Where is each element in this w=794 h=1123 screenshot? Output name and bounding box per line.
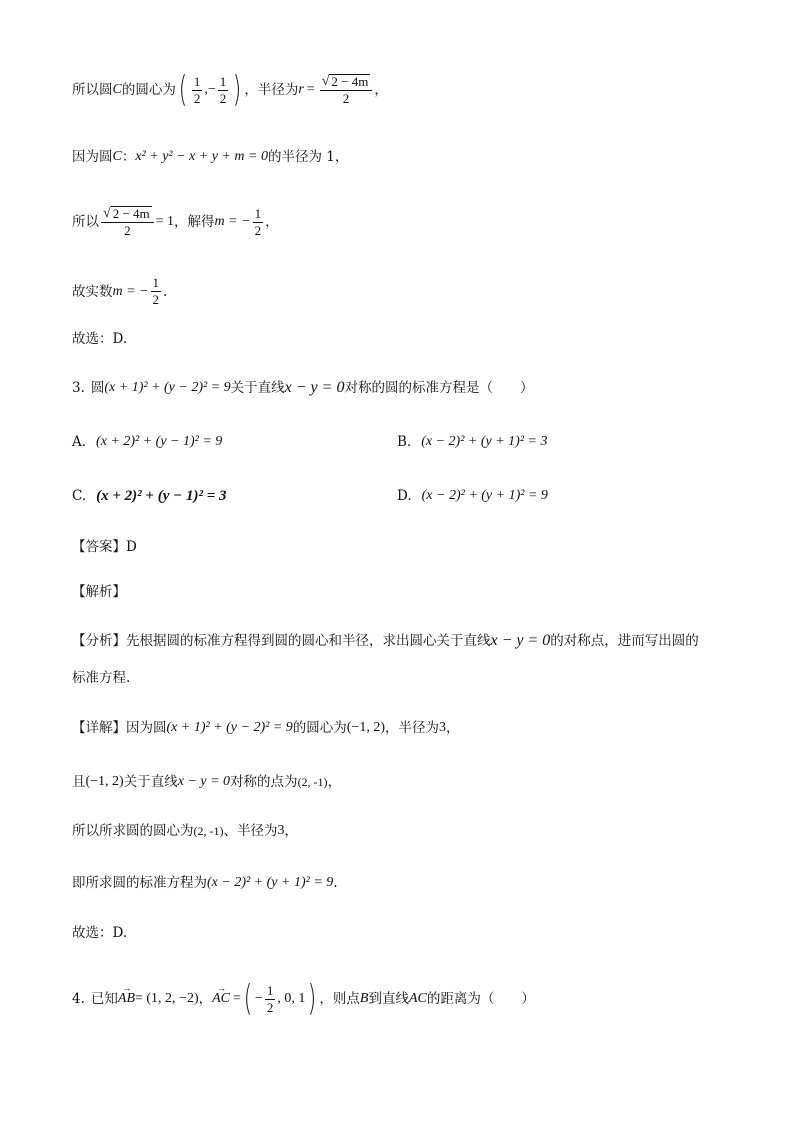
text: ： [121,149,136,165]
analysis-tag-line [72,583,126,601]
option-label: B. [397,434,412,450]
line-equation: x − y = 0 [284,379,345,396]
text: 因为圆 [72,149,113,165]
text: . [163,283,168,300]
text: ，半径为 [385,720,439,736]
math-var: B [359,991,369,1006]
math-eq: = [233,991,241,1006]
text: 圆 [90,380,105,396]
text: 到直线 [368,991,409,1007]
text: ， [284,823,298,839]
fraction: $\frac{1}{2}$ [219,73,227,106]
analysis-tag: 【解析】 [72,584,126,600]
circle-equation: x² + y² − x + y + m = 0 [135,149,268,164]
text: ，半径为 [244,82,299,98]
option-d [397,487,548,505]
text: ， [327,774,342,790]
text: 即所求圆的标准方程为 [72,875,207,891]
option-c [72,487,227,505]
text: 的半径为 1， [267,149,349,165]
text: 故选：D. [72,925,128,941]
option-b [397,433,547,451]
text: ， [374,82,388,98]
vector-ab-value: = (1, 2, −2) [135,991,199,1006]
detail-line-1 [72,719,460,737]
math-var: C [112,149,122,164]
math-var: AC [408,991,427,1006]
math-eq: = [306,82,315,97]
fraction: $\frac{1}{2}$ [266,982,274,1015]
text: ， [446,720,460,736]
right-paren: ) [308,978,317,1019]
text: 对称的点为 [230,774,298,790]
radius-value: 3 [277,823,285,838]
text: 且 [72,774,86,790]
text: 关于直线 [123,774,178,790]
fraction-sqrt: √ 2 − 4m 2 [320,74,373,106]
question-4-stem [72,978,535,1019]
text: 先根据圆的标准方程得到圆的圆心和半径，求出圆心关于直线 [126,633,491,649]
detail-line-4 [72,874,338,892]
solution-line-conclusion [72,276,167,307]
circle-equation: (x + 1)² + (y − 2)² = 9 [166,720,293,735]
text: ，则点 [319,991,360,1007]
vector-ac: → AC [212,990,230,1008]
answer-value: D [126,539,137,555]
text: ，解得 [174,214,215,230]
vector-ab: → AB [118,990,135,1008]
answer-line [72,538,137,556]
text: 的距离为（ ） [426,991,535,1007]
detail-tag: 【详解】 [72,720,126,736]
solution-line-center-radius [72,69,388,110]
text: 的对称点，进而写出圆的 [550,633,699,649]
answer-tag: 【答案】 [72,539,126,555]
point: (−1, 2) [85,774,124,789]
fraction: $\frac{1}{2}$ [254,205,262,238]
text: 、半径为 [223,823,278,839]
text: 故实数 [72,283,113,300]
text: ， [265,214,279,230]
option-label: C. [72,488,87,504]
choose-line-2 [72,924,127,942]
question-3-stem [72,379,533,397]
fraction: $\frac{1}{2}$ [193,73,201,106]
left-paren: ( [243,978,253,1019]
minus-sign: − [254,991,263,1006]
option-a [72,433,222,451]
circle-equation: (x + 1)² + (y − 2)² = 9 [104,380,231,395]
math-var: C [112,82,122,97]
fraction-sqrt: √ 2 − 4m 2 [101,206,154,238]
text: 已知 [90,991,118,1007]
choose-line [72,330,127,348]
text: 关于直线 [230,380,285,396]
right-paren: ) [233,69,242,110]
math-var: r [298,82,304,97]
text: 故选：D. [72,331,128,347]
fenxi-tag: 【分析】 [72,633,126,649]
text: 所以圆 [72,82,113,98]
option-label: D. [397,488,412,504]
text: 所以所求圆的圆心为 [72,823,194,839]
text: . [333,875,338,891]
solution-line-solve-m [72,206,279,238]
option-equation: (x − 2)² + (y + 1)² = 9 [421,488,548,503]
text: 的圆心为 [121,82,176,98]
detail-line-2 [72,773,341,791]
fenxi-line-2 [72,669,130,687]
option-equation: (x − 2)² + (y + 1)² = 3 [421,434,548,449]
radius-value: 3 [439,720,446,735]
question-number: 4. [72,991,85,1007]
option-label: A. [72,434,87,450]
text: ， [198,991,213,1007]
question-number: 3. [72,380,85,396]
left-paren: ( [178,69,188,110]
text: 因为圆 [126,720,167,736]
vector-ac-rest: , 0, 1 [277,991,306,1006]
math-var: m = − [214,214,251,229]
fraction: $\frac{1}{2}$ [152,275,160,307]
solution-line-radius-given [72,148,348,166]
center-point: (−1, 2) [346,720,385,735]
math-sep: ,− [204,82,216,97]
text: 标准方程. [72,670,131,686]
option-equation: (x + 2)² + (y − 1)² = 9 [96,434,223,449]
detail-line-3 [72,822,298,840]
line-equation: x − y = 0 [177,774,231,789]
text: 的圆心为 [292,720,347,736]
point: (2, -1) [193,824,224,838]
text: 对称的圆的标准方程是（ ） [344,380,534,396]
option-equation: (x + 2)² + (y − 1)² = 3 [96,488,227,504]
math-var: m = − [112,283,149,299]
line-equation: x − y = 0 [490,632,551,649]
fenxi-line-1 [72,632,699,650]
math-eq: = 1 [155,214,175,229]
symmetric-point: (2, -1) [297,775,328,789]
circle-equation: (x − 2)² + (y + 1)² = 9 [207,875,334,890]
text: 所以 [72,214,99,230]
